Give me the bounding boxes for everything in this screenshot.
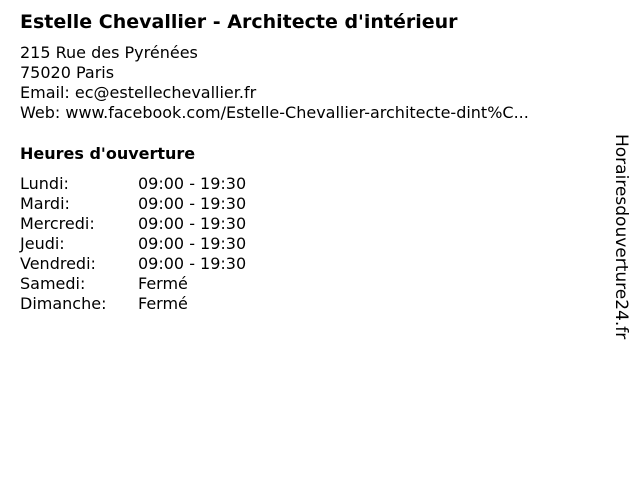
hours-row-saturday — [20, 274, 246, 294]
site-watermark — [610, 134, 632, 374]
hours-row-wednesday — [20, 214, 246, 234]
business-title: Estelle Chevallier - Architecte d'intérieur — [20, 11, 458, 33]
time-value: Fermé — [138, 294, 188, 313]
city-postcode: 75020 Paris — [20, 63, 115, 82]
day-label: Mercredi: — [20, 214, 95, 233]
site-watermark-text: Horairesdouverture24.fr — [611, 134, 631, 340]
email-line[interactable]: Email: ec@estellechevallier.fr — [20, 83, 257, 102]
website-line[interactable]: Web: www.facebook.com/Estelle-Chevallier-architecte-dint%C... — [20, 103, 529, 122]
contact-block — [20, 43, 529, 123]
day-label: Jeudi: — [20, 234, 65, 253]
day-label: Mardi: — [20, 194, 70, 213]
day-label: Vendredi: — [20, 254, 96, 273]
time-value: 09:00 - 19:30 — [138, 234, 247, 253]
opening-hours-heading: Heures d'ouverture — [20, 144, 196, 163]
day-label: Samedi: — [20, 274, 86, 293]
time-value: 09:00 - 19:30 — [138, 254, 247, 273]
hours-row-thursday — [20, 234, 246, 254]
time-value: 09:00 - 19:30 — [138, 174, 247, 193]
opening-hours-table — [20, 174, 246, 314]
day-label: Dimanche: — [20, 294, 107, 313]
street-address: 215 Rue des Pyrénées — [20, 43, 198, 62]
time-value: Fermé — [138, 274, 188, 293]
hours-row-friday — [20, 254, 246, 274]
day-label: Lundi: — [20, 174, 69, 193]
time-value: 09:00 - 19:30 — [138, 194, 247, 213]
time-value: 09:00 - 19:30 — [138, 214, 247, 233]
hours-row-sunday — [20, 294, 246, 314]
hours-row-monday — [20, 174, 246, 194]
hours-row-tuesday — [20, 194, 246, 214]
